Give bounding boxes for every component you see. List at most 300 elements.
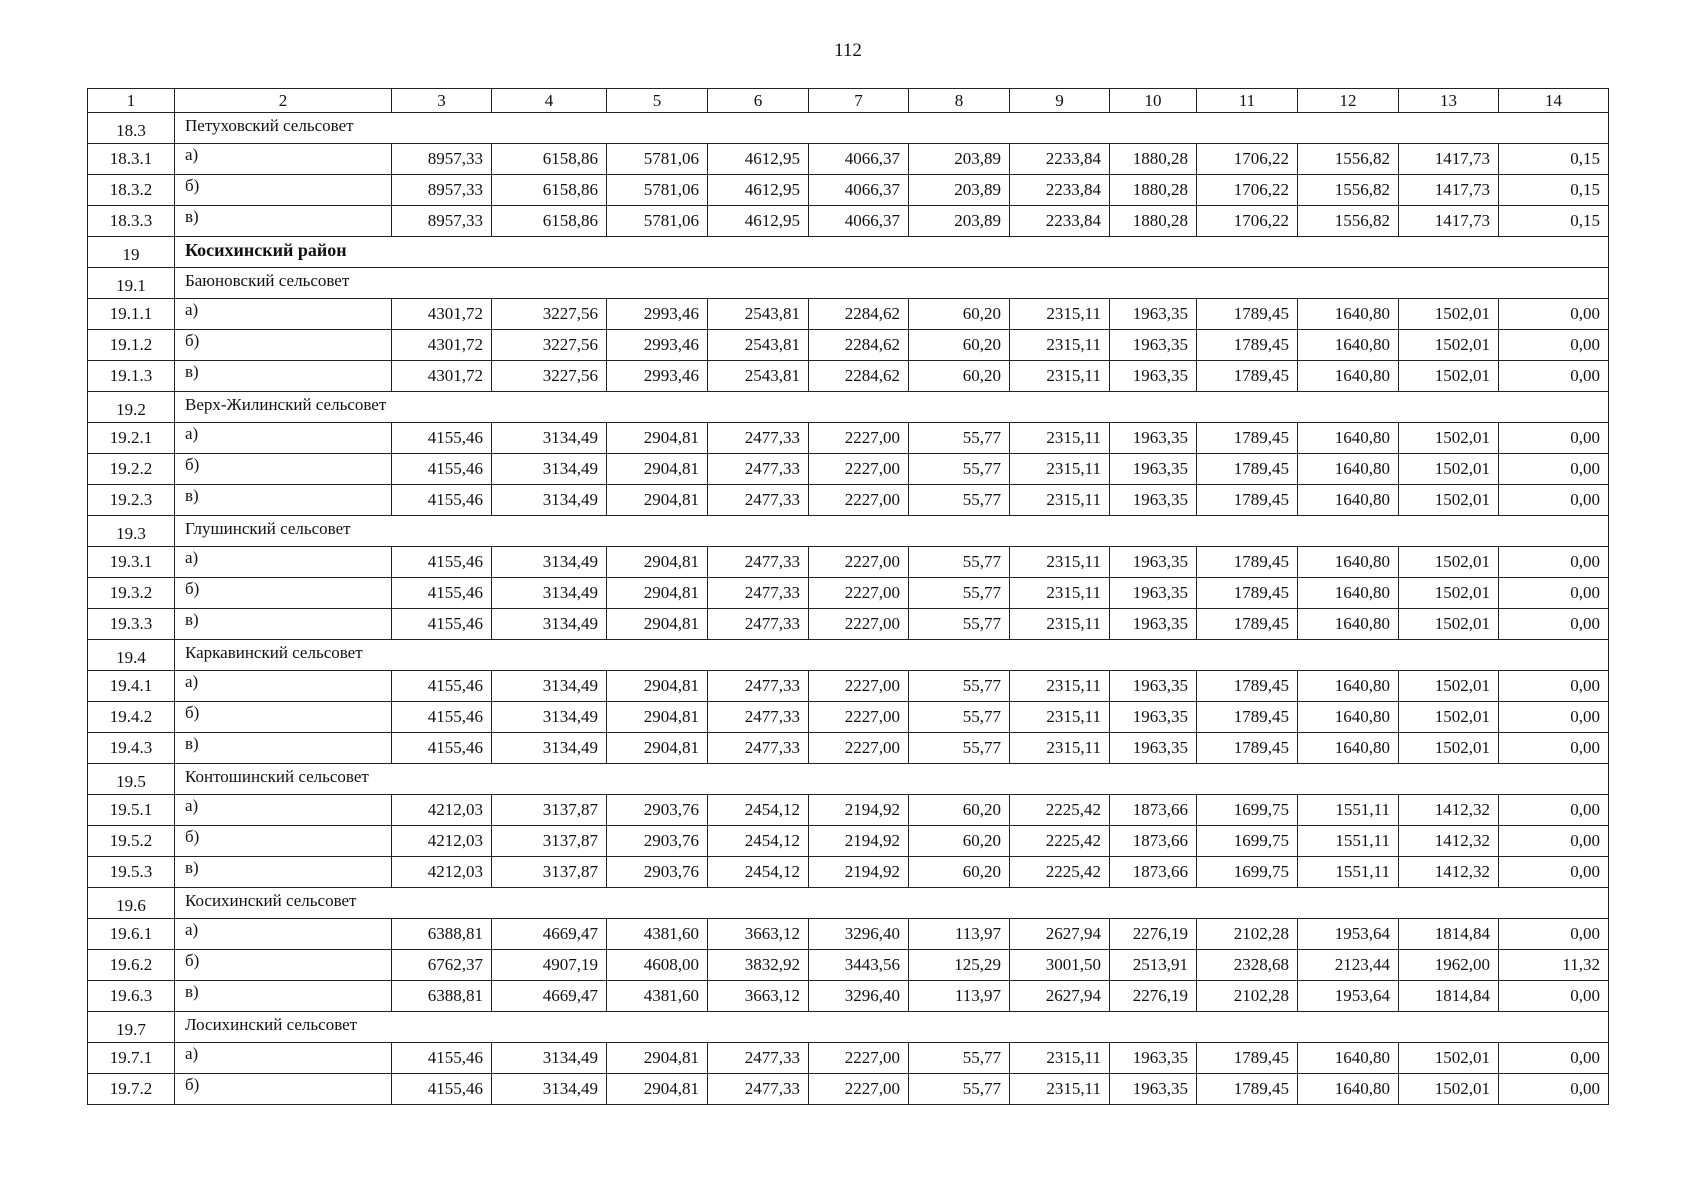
value-cell: 3227,56 [492, 330, 607, 361]
settlement-name: Глушинский сельсовет [175, 516, 1609, 547]
value-cell: 2904,81 [607, 578, 708, 609]
settlement-name: Баюновский сельсовет [175, 268, 1609, 299]
value-cell: 8957,33 [392, 144, 492, 175]
value-cell: 1551,11 [1298, 857, 1399, 888]
row-variant-label: в) [175, 609, 392, 640]
value-cell: 1502,01 [1399, 547, 1499, 578]
table-row [88, 361, 1609, 392]
row-variant-label: в) [175, 485, 392, 516]
value-cell: 6158,86 [492, 144, 607, 175]
row-variant-label: б) [175, 578, 392, 609]
value-cell: 4155,46 [392, 454, 492, 485]
row-variant-label: в) [175, 733, 392, 764]
value-cell: 2315,11 [1010, 609, 1110, 640]
value-cell: 55,77 [909, 1074, 1010, 1105]
value-cell: 203,89 [909, 206, 1010, 237]
value-cell: 3296,40 [809, 919, 909, 950]
value-cell: 4381,60 [607, 981, 708, 1012]
value-cell: 2904,81 [607, 454, 708, 485]
value-cell: 1556,82 [1298, 144, 1399, 175]
value-cell: 3663,12 [708, 981, 809, 1012]
value-cell: 2513,91 [1110, 950, 1197, 981]
value-cell: 1789,45 [1197, 361, 1298, 392]
value-cell: 0,00 [1499, 1043, 1609, 1074]
row-variant-label: б) [175, 1074, 392, 1105]
value-cell: 1963,35 [1110, 330, 1197, 361]
row-variant-label: а) [175, 1043, 392, 1074]
table-row [88, 702, 1609, 733]
value-cell: 2477,33 [708, 1043, 809, 1074]
row-code: 19.5.3 [88, 857, 175, 888]
row-code: 19.4.2 [88, 702, 175, 733]
value-cell: 1640,80 [1298, 609, 1399, 640]
value-cell: 2227,00 [809, 671, 909, 702]
value-cell: 2227,00 [809, 485, 909, 516]
row-variant-label: в) [175, 206, 392, 237]
value-cell: 3663,12 [708, 919, 809, 950]
row-code: 18.3.2 [88, 175, 175, 206]
column-number-header: 11 [1197, 89, 1298, 113]
value-cell: 1417,73 [1399, 144, 1499, 175]
value-cell: 1789,45 [1197, 1074, 1298, 1105]
value-cell: 2477,33 [708, 547, 809, 578]
value-cell: 3134,49 [492, 423, 607, 454]
value-cell: 0,00 [1499, 671, 1609, 702]
table-row [88, 330, 1609, 361]
value-cell: 1502,01 [1399, 733, 1499, 764]
value-cell: 4155,46 [392, 609, 492, 640]
value-cell: 1699,75 [1197, 826, 1298, 857]
value-cell: 2993,46 [607, 299, 708, 330]
value-cell: 2477,33 [708, 702, 809, 733]
value-cell: 1963,35 [1110, 671, 1197, 702]
table-row [88, 609, 1609, 640]
row-code: 19.4.3 [88, 733, 175, 764]
value-cell: 2903,76 [607, 795, 708, 826]
table-row [88, 857, 1609, 888]
value-cell: 1502,01 [1399, 423, 1499, 454]
value-cell: 2233,84 [1010, 175, 1110, 206]
value-cell: 2284,62 [809, 330, 909, 361]
value-cell: 2904,81 [607, 702, 708, 733]
value-cell: 2315,11 [1010, 1043, 1110, 1074]
row-code: 19.4.1 [88, 671, 175, 702]
column-number-header: 8 [909, 89, 1010, 113]
row-code: 19.3.1 [88, 547, 175, 578]
value-cell: 4212,03 [392, 826, 492, 857]
value-cell: 1789,45 [1197, 299, 1298, 330]
value-cell: 5781,06 [607, 206, 708, 237]
value-cell: 2233,84 [1010, 206, 1110, 237]
value-cell: 2315,11 [1010, 361, 1110, 392]
table-row [88, 578, 1609, 609]
value-cell: 2315,11 [1010, 733, 1110, 764]
value-cell: 55,77 [909, 578, 1010, 609]
table-row [88, 454, 1609, 485]
value-cell: 3137,87 [492, 857, 607, 888]
district-row [88, 237, 1609, 268]
table-row [88, 795, 1609, 826]
value-cell: 2227,00 [809, 547, 909, 578]
value-cell: 4155,46 [392, 702, 492, 733]
value-cell: 2315,11 [1010, 454, 1110, 485]
value-cell: 0,00 [1499, 578, 1609, 609]
value-cell: 1963,35 [1110, 454, 1197, 485]
table-row [88, 1074, 1609, 1105]
value-cell: 125,29 [909, 950, 1010, 981]
value-cell: 55,77 [909, 485, 1010, 516]
value-cell: 2543,81 [708, 361, 809, 392]
value-cell: 0,00 [1499, 733, 1609, 764]
row-code: 19.7.1 [88, 1043, 175, 1074]
column-number-header: 5 [607, 89, 708, 113]
value-cell: 1640,80 [1298, 1043, 1399, 1074]
section-row [88, 764, 1609, 795]
value-cell: 2102,28 [1197, 919, 1298, 950]
value-cell: 1963,35 [1110, 361, 1197, 392]
value-cell: 3137,87 [492, 826, 607, 857]
value-cell: 203,89 [909, 144, 1010, 175]
row-code: 19.1.3 [88, 361, 175, 392]
column-number-header: 14 [1499, 89, 1609, 113]
value-cell: 4669,47 [492, 919, 607, 950]
value-cell: 1640,80 [1298, 702, 1399, 733]
value-cell: 2276,19 [1110, 919, 1197, 950]
settlement-name: Лосихинский сельсовет [175, 1012, 1609, 1043]
table-row [88, 671, 1609, 702]
row-variant-label: а) [175, 671, 392, 702]
value-cell: 6388,81 [392, 981, 492, 1012]
value-cell: 1699,75 [1197, 857, 1298, 888]
value-cell: 1412,32 [1399, 826, 1499, 857]
row-variant-label: б) [175, 454, 392, 485]
value-cell: 4155,46 [392, 578, 492, 609]
value-cell: 4301,72 [392, 299, 492, 330]
value-cell: 0,00 [1499, 423, 1609, 454]
row-code: 19.1.2 [88, 330, 175, 361]
value-cell: 2543,81 [708, 330, 809, 361]
value-cell: 11,32 [1499, 950, 1609, 981]
value-cell: 0,00 [1499, 299, 1609, 330]
value-cell: 4612,95 [708, 206, 809, 237]
value-cell: 4301,72 [392, 330, 492, 361]
value-cell: 2477,33 [708, 671, 809, 702]
value-cell: 2315,11 [1010, 578, 1110, 609]
value-cell: 2315,11 [1010, 1074, 1110, 1105]
value-cell: 1556,82 [1298, 206, 1399, 237]
table-row [88, 206, 1609, 237]
value-cell: 2627,94 [1010, 919, 1110, 950]
value-cell: 1873,66 [1110, 795, 1197, 826]
value-cell: 1789,45 [1197, 485, 1298, 516]
value-cell: 1789,45 [1197, 330, 1298, 361]
value-cell: 1706,22 [1197, 144, 1298, 175]
value-cell: 2903,76 [607, 857, 708, 888]
value-cell: 1789,45 [1197, 702, 1298, 733]
table-row [88, 547, 1609, 578]
value-cell: 2903,76 [607, 826, 708, 857]
row-code: 18.3.1 [88, 144, 175, 175]
row-code: 19.3.2 [88, 578, 175, 609]
value-cell: 0,00 [1499, 547, 1609, 578]
value-cell: 2315,11 [1010, 671, 1110, 702]
column-number-header: 10 [1110, 89, 1197, 113]
row-code: 19.5.2 [88, 826, 175, 857]
value-cell: 2102,28 [1197, 981, 1298, 1012]
settlement-name: Контошинский сельсовет [175, 764, 1609, 795]
value-cell: 1640,80 [1298, 361, 1399, 392]
value-cell: 2227,00 [809, 423, 909, 454]
value-cell: 1963,35 [1110, 547, 1197, 578]
value-cell: 2477,33 [708, 454, 809, 485]
value-cell: 2993,46 [607, 330, 708, 361]
value-cell: 55,77 [909, 423, 1010, 454]
value-cell: 2315,11 [1010, 702, 1110, 733]
table-row [88, 1043, 1609, 1074]
value-cell: 55,77 [909, 609, 1010, 640]
settlement-name: Верх-Жилинский сельсовет [175, 392, 1609, 423]
row-variant-label: в) [175, 857, 392, 888]
value-cell: 2227,00 [809, 702, 909, 733]
value-cell: 3134,49 [492, 609, 607, 640]
value-cell: 2225,42 [1010, 795, 1110, 826]
value-cell: 2315,11 [1010, 547, 1110, 578]
value-cell: 2454,12 [708, 795, 809, 826]
value-cell: 1551,11 [1298, 826, 1399, 857]
value-cell: 1502,01 [1399, 1074, 1499, 1105]
value-cell: 2225,42 [1010, 826, 1110, 857]
row-code: 19.3 [88, 516, 175, 547]
table-row [88, 733, 1609, 764]
value-cell: 2194,92 [809, 795, 909, 826]
value-cell: 2315,11 [1010, 423, 1110, 454]
value-cell: 0,15 [1499, 206, 1609, 237]
value-cell: 2904,81 [607, 547, 708, 578]
value-cell: 1789,45 [1197, 423, 1298, 454]
value-cell: 55,77 [909, 454, 1010, 485]
value-cell: 0,00 [1499, 330, 1609, 361]
value-cell: 1551,11 [1298, 795, 1399, 826]
column-number-header: 2 [175, 89, 392, 113]
value-cell: 1640,80 [1298, 299, 1399, 330]
value-cell: 2627,94 [1010, 981, 1110, 1012]
value-cell: 5781,06 [607, 144, 708, 175]
value-cell: 4381,60 [607, 919, 708, 950]
value-cell: 2315,11 [1010, 299, 1110, 330]
row-variant-label: а) [175, 299, 392, 330]
value-cell: 3227,56 [492, 299, 607, 330]
row-variant-label: б) [175, 950, 392, 981]
value-cell: 3134,49 [492, 671, 607, 702]
row-code: 19.1 [88, 268, 175, 299]
value-cell: 55,77 [909, 547, 1010, 578]
row-code: 19.3.3 [88, 609, 175, 640]
value-cell: 1873,66 [1110, 826, 1197, 857]
section-row [88, 1012, 1609, 1043]
value-cell: 0,00 [1499, 609, 1609, 640]
tariff-table [87, 88, 1609, 1105]
value-cell: 3134,49 [492, 733, 607, 764]
value-cell: 3134,49 [492, 454, 607, 485]
value-cell: 1789,45 [1197, 578, 1298, 609]
value-cell: 1417,73 [1399, 206, 1499, 237]
row-variant-label: б) [175, 330, 392, 361]
value-cell: 2477,33 [708, 578, 809, 609]
section-row [88, 392, 1609, 423]
settlement-name: Косихинский сельсовет [175, 888, 1609, 919]
row-code: 18.3 [88, 113, 175, 144]
value-cell: 1963,35 [1110, 1074, 1197, 1105]
value-cell: 0,00 [1499, 795, 1609, 826]
value-cell: 0,00 [1499, 702, 1609, 733]
table-row [88, 919, 1609, 950]
row-code: 19.6 [88, 888, 175, 919]
value-cell: 2227,00 [809, 733, 909, 764]
table-row [88, 299, 1609, 330]
value-cell: 1640,80 [1298, 578, 1399, 609]
value-cell: 0,00 [1499, 485, 1609, 516]
value-cell: 0,00 [1499, 919, 1609, 950]
value-cell: 1880,28 [1110, 206, 1197, 237]
value-cell: 3227,56 [492, 361, 607, 392]
value-cell: 2227,00 [809, 1074, 909, 1105]
value-cell: 0,00 [1499, 826, 1609, 857]
value-cell: 4155,46 [392, 1043, 492, 1074]
value-cell: 1502,01 [1399, 702, 1499, 733]
value-cell: 1963,35 [1110, 609, 1197, 640]
value-cell: 113,97 [909, 981, 1010, 1012]
value-cell: 4612,95 [708, 144, 809, 175]
value-cell: 1417,73 [1399, 175, 1499, 206]
value-cell: 2477,33 [708, 1074, 809, 1105]
row-code: 19.5 [88, 764, 175, 795]
value-cell: 2477,33 [708, 609, 809, 640]
value-cell: 2227,00 [809, 609, 909, 640]
value-cell: 1502,01 [1399, 454, 1499, 485]
value-cell: 4612,95 [708, 175, 809, 206]
row-variant-label: б) [175, 826, 392, 857]
table-row [88, 175, 1609, 206]
value-cell: 1706,22 [1197, 175, 1298, 206]
value-cell: 1789,45 [1197, 733, 1298, 764]
value-cell: 1640,80 [1298, 454, 1399, 485]
value-cell: 55,77 [909, 702, 1010, 733]
value-cell: 2328,68 [1197, 950, 1298, 981]
value-cell: 2904,81 [607, 671, 708, 702]
value-cell: 4155,46 [392, 423, 492, 454]
settlement-name: Петуховский сельсовет [175, 113, 1609, 144]
value-cell: 2477,33 [708, 733, 809, 764]
value-cell: 2315,11 [1010, 485, 1110, 516]
column-number-header: 12 [1298, 89, 1399, 113]
value-cell: 8957,33 [392, 175, 492, 206]
row-variant-label: а) [175, 144, 392, 175]
value-cell: 60,20 [909, 857, 1010, 888]
value-cell: 1880,28 [1110, 144, 1197, 175]
value-cell: 1963,35 [1110, 299, 1197, 330]
section-row [88, 516, 1609, 547]
value-cell: 2454,12 [708, 857, 809, 888]
value-cell: 0,00 [1499, 361, 1609, 392]
value-cell: 3134,49 [492, 1043, 607, 1074]
value-cell: 60,20 [909, 826, 1010, 857]
value-cell: 1502,01 [1399, 330, 1499, 361]
row-code: 19.6.2 [88, 950, 175, 981]
value-cell: 0,00 [1499, 1074, 1609, 1105]
value-cell: 2543,81 [708, 299, 809, 330]
value-cell: 2904,81 [607, 423, 708, 454]
value-cell: 1502,01 [1399, 609, 1499, 640]
value-cell: 2276,19 [1110, 981, 1197, 1012]
district-name: Косихинский район [175, 237, 1609, 268]
row-code: 19.6.1 [88, 919, 175, 950]
value-cell: 3001,50 [1010, 950, 1110, 981]
row-code: 19.2 [88, 392, 175, 423]
value-cell: 4066,37 [809, 144, 909, 175]
value-cell: 2904,81 [607, 1043, 708, 1074]
value-cell: 2225,42 [1010, 857, 1110, 888]
settlement-name: Каркавинский сельсовет [175, 640, 1609, 671]
value-cell: 2315,11 [1010, 330, 1110, 361]
value-cell: 4155,46 [392, 1074, 492, 1105]
section-row [88, 113, 1609, 144]
row-variant-label: б) [175, 175, 392, 206]
value-cell: 1502,01 [1399, 578, 1499, 609]
value-cell: 55,77 [909, 733, 1010, 764]
row-variant-label: в) [175, 981, 392, 1012]
value-cell: 3137,87 [492, 795, 607, 826]
value-cell: 2904,81 [607, 1074, 708, 1105]
value-cell: 2233,84 [1010, 144, 1110, 175]
table-row [88, 485, 1609, 516]
value-cell: 1789,45 [1197, 547, 1298, 578]
value-cell: 1963,35 [1110, 423, 1197, 454]
value-cell: 3832,92 [708, 950, 809, 981]
value-cell: 1502,01 [1399, 671, 1499, 702]
value-cell: 2227,00 [809, 454, 909, 485]
value-cell: 60,20 [909, 795, 1010, 826]
table-row [88, 423, 1609, 454]
value-cell: 2227,00 [809, 578, 909, 609]
value-cell: 1880,28 [1110, 175, 1197, 206]
value-cell: 1502,01 [1399, 361, 1499, 392]
section-row [88, 888, 1609, 919]
value-cell: 1963,35 [1110, 485, 1197, 516]
value-cell: 55,77 [909, 1043, 1010, 1074]
row-variant-label: а) [175, 795, 392, 826]
column-number-header: 3 [392, 89, 492, 113]
value-cell: 2194,92 [809, 826, 909, 857]
row-variant-label: в) [175, 361, 392, 392]
value-cell: 0,00 [1499, 454, 1609, 485]
column-number-header: 9 [1010, 89, 1110, 113]
value-cell: 4155,46 [392, 547, 492, 578]
value-cell: 1963,35 [1110, 1043, 1197, 1074]
value-cell: 2993,46 [607, 361, 708, 392]
value-cell: 0,00 [1499, 857, 1609, 888]
value-cell: 0,15 [1499, 175, 1609, 206]
value-cell: 3134,49 [492, 578, 607, 609]
row-code: 19.2.3 [88, 485, 175, 516]
value-cell: 1814,84 [1399, 981, 1499, 1012]
section-row [88, 268, 1609, 299]
row-variant-label: а) [175, 919, 392, 950]
value-cell: 1640,80 [1298, 1074, 1399, 1105]
value-cell: 60,20 [909, 299, 1010, 330]
value-cell: 4155,46 [392, 485, 492, 516]
row-code: 19.1.1 [88, 299, 175, 330]
column-number-header: 1 [88, 89, 175, 113]
